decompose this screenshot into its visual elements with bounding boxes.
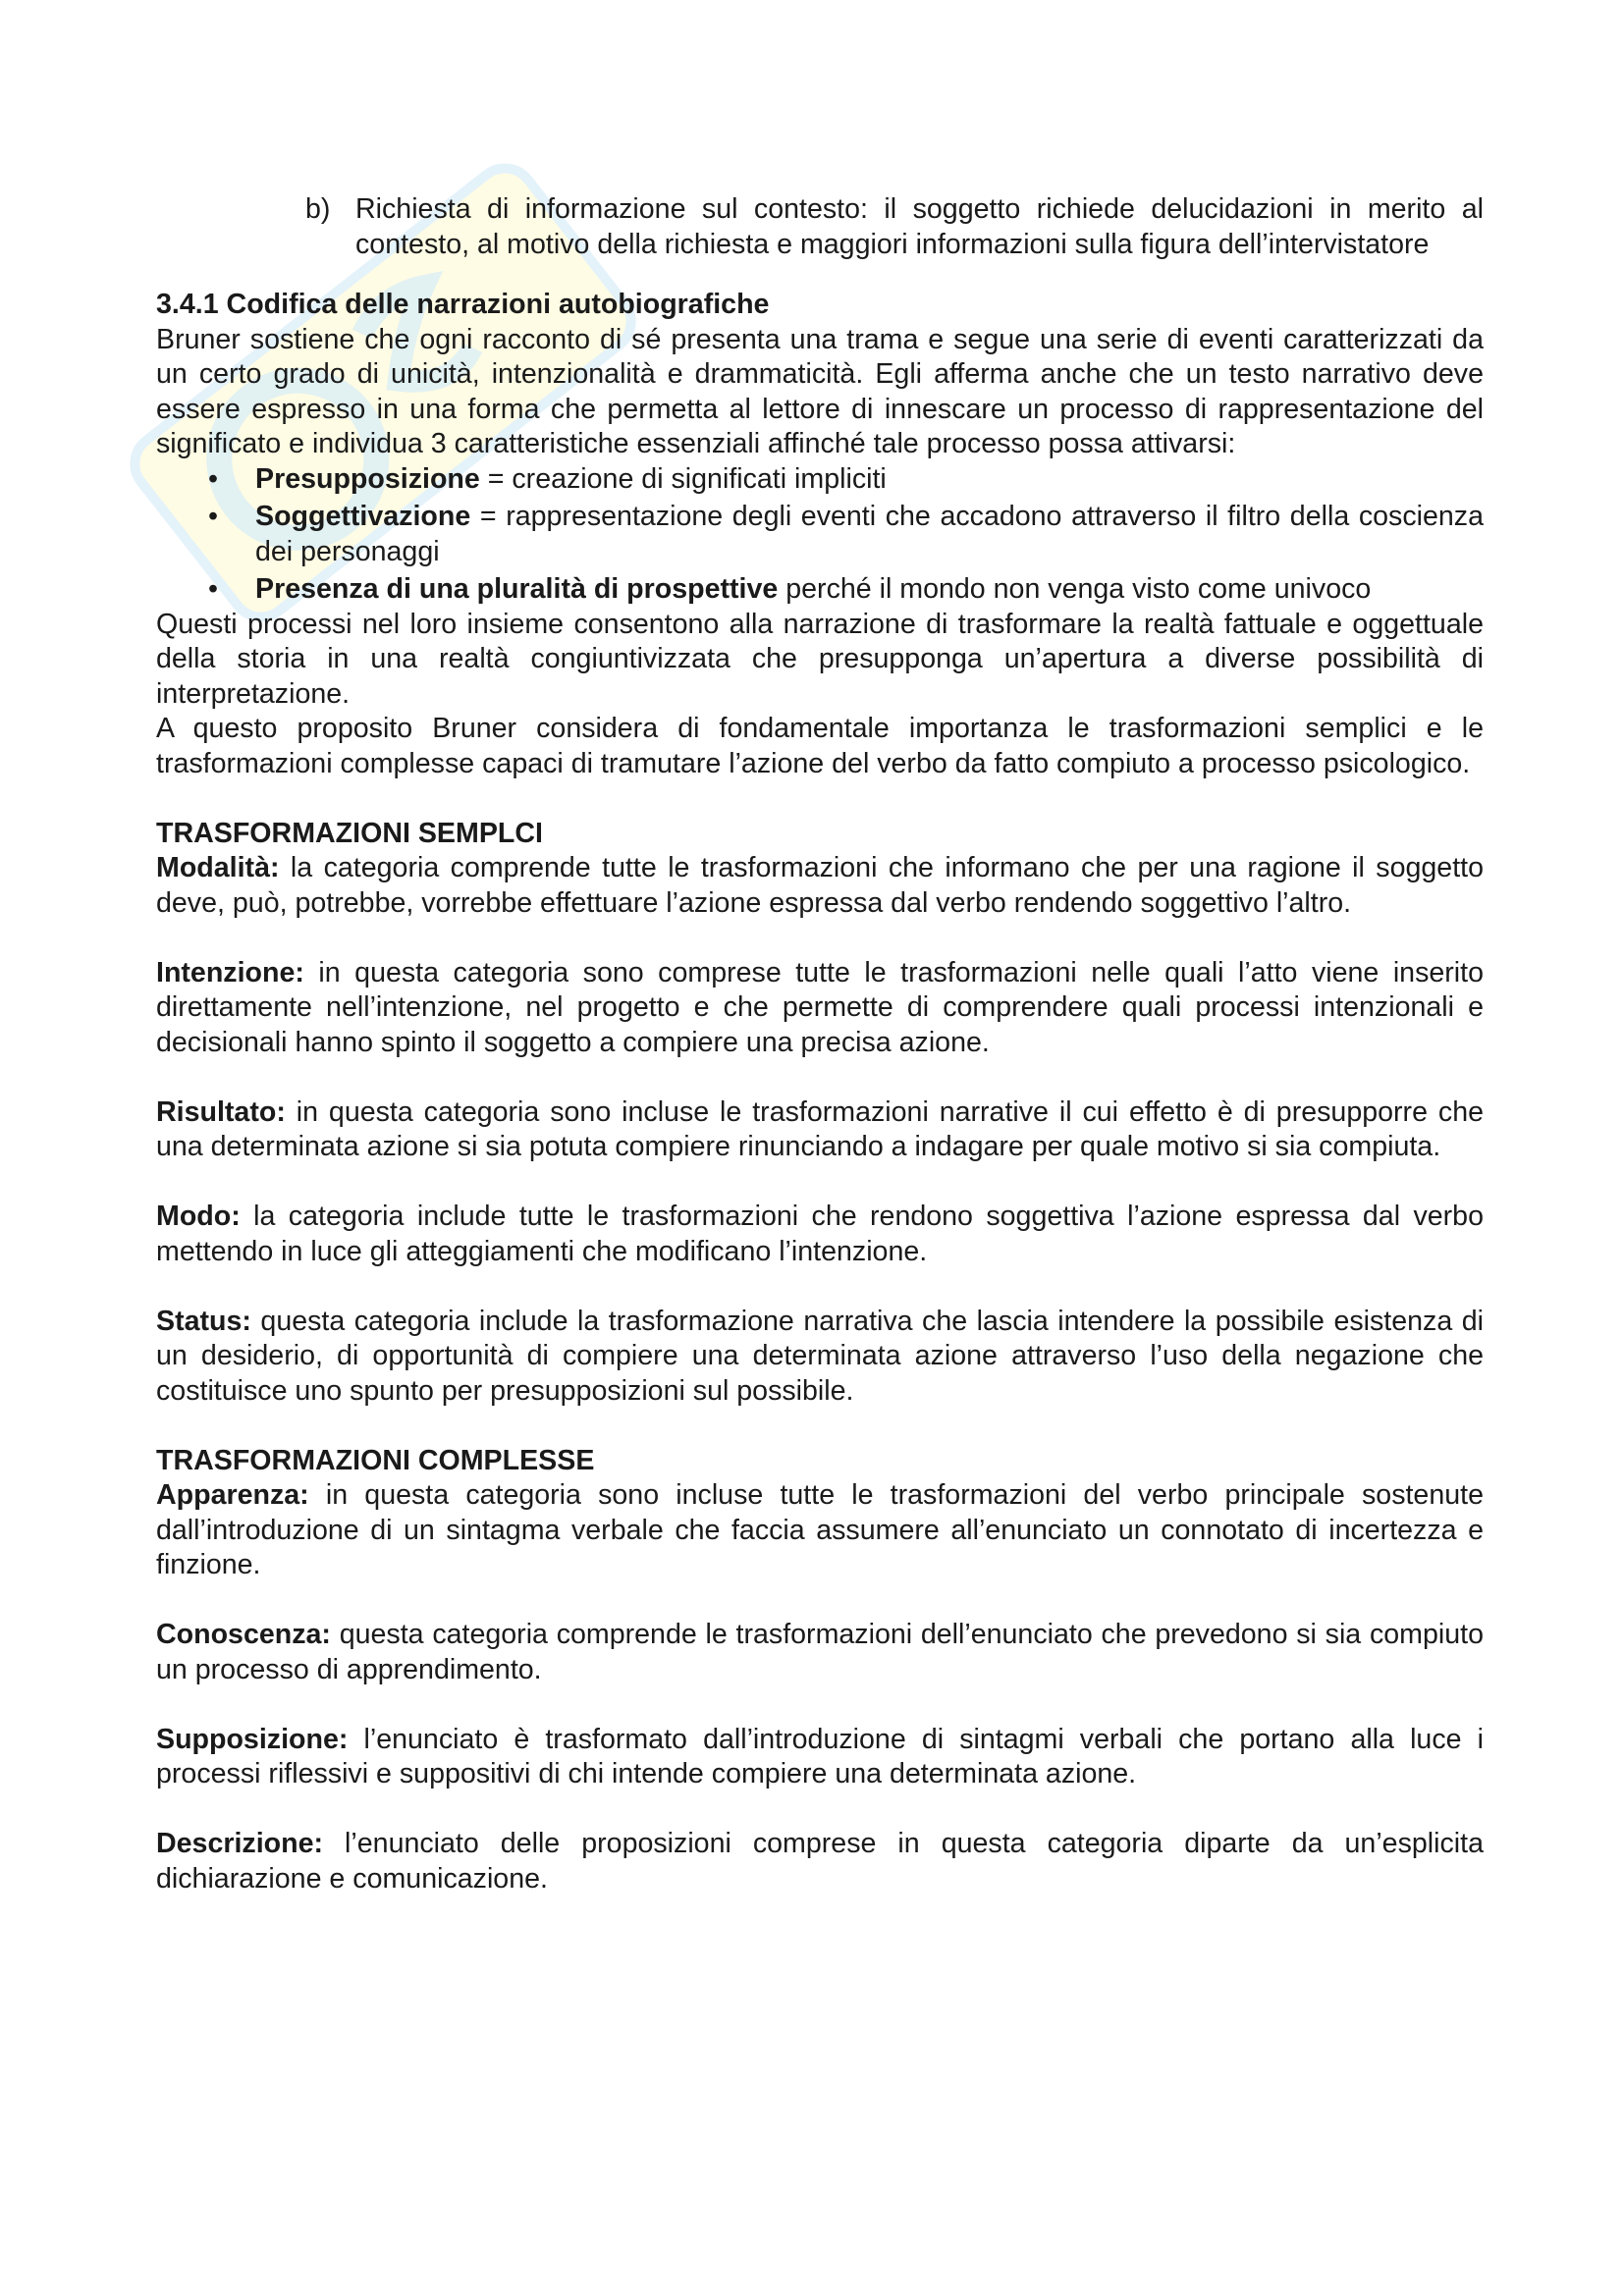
bullet-text: perché il mondo non venga visto come univoco [778, 573, 1372, 605]
definition-supposizione [156, 1723, 1484, 1792]
definition-text: in questa categoria sono comprese tutte le trasformazioni nelle quali l’atto viene inserito direttamente nell’intenzione, nel progetto e che permette di comprendere quali processi intenzionali e decisionali hanno spinto il soggetto a compiere una precisa azione. [156, 956, 1484, 1058]
list-item [156, 572, 1484, 608]
definition-term: Supposizione: [156, 1723, 349, 1755]
definition-risultato [156, 1095, 1484, 1165]
semplici-heading: TRASFORMAZIONI SEMPLCI [156, 817, 543, 849]
definition-term: Conoscenza: [156, 1619, 331, 1650]
characteristics-list [156, 462, 1484, 608]
definition-term: Status: [156, 1305, 251, 1337]
definition-term: Intenzione: [156, 956, 304, 988]
list-item [156, 500, 1484, 569]
bullet-text: = rappresentazione degli eventi che accadono attraverso il filtro della coscienza dei personaggi [255, 501, 1484, 567]
list-item-b-text: Richiesta di informazione sul contesto: il soggetto richiede delucidazioni in merito al contesto, al motivo della richiesta e maggiori informazioni sulla figura dell’intervistatore [355, 193, 1484, 260]
paragraph-2: Questi processi nel loro insieme consentono alla narrazione di trasformare la realtà fattuale e oggettuale della storia in una realtà congiuntivizzata che presupponga un’apertura a diverse possibilità di interpretazione. [156, 608, 1484, 710]
definition-conoscenza [156, 1618, 1484, 1687]
complesse-heading: TRASFORMAZIONI COMPLESSE [156, 1444, 595, 1476]
list-item [156, 462, 1484, 498]
list-marker-b: b) [305, 193, 331, 225]
definition-text: questa categoria comprende le trasformazioni dell’enunciato che prevedono si sia compiuto un processo di apprendimento. [156, 1619, 1484, 1685]
definition-text: questa categoria include la trasformazione narrativa che lascia intendere la possibile esistenza di un desiderio, di opportunità di compiere una determinata azione attraverso l’uso della negazione che costituisce uno spunto per presupposizioni sul possibile. [156, 1305, 1484, 1407]
definition-status [156, 1305, 1484, 1410]
definition-modalita [156, 851, 1484, 921]
intro-paragraph: Bruner sostiene che ogni racconto di sé presenta una trama e segue una serie di eventi caratterizzati da un certo grado di unicità, intenzionalità e drammaticità. Egli afferma anche che un testo narrativo deve essere espresso in una forma che permetta al lettore di innescare un processo di rappresentazione del significato e individua 3 caratteristiche essenziali affinché tale processo possa attivarsi: [156, 323, 1484, 459]
definition-term: Modo: [156, 1201, 241, 1232]
definition-text: la categoria comprende tutte le trasformazioni che informano che per una ragione il soggetto deve, può, potrebbe, vorrebbe effettuare l’azione espressa dal verbo rendendo soggettivo l’altro. [156, 852, 1484, 919]
definition-text: in questa categoria sono incluse le trasformazioni narrative il cui effetto è di presupporre che una determinata azione si sia potuta compiere rinunciando a indagare per quale motivo si sia compiuta. [156, 1095, 1484, 1162]
bullet-term: Presenza di una pluralità di prospettive [255, 573, 779, 605]
bullet-icon: • [208, 573, 219, 605]
definition-text: l’enunciato è trasformato dall’introduzione di sintagmi verbali che portano alla luce i processi riflessivi e suppositivi di chi intende compiere una determinata azione. [156, 1723, 1484, 1789]
definition-term: Risultato: [156, 1095, 286, 1128]
bullet-term: Presupposizione [255, 462, 480, 495]
paragraph-3: A questo proposito Bruner considera di fondamentale importanza le trasformazioni semplici e le trasformazioni complesse capaci di tramutare l’azione del verbo da fatto compiuto a processo psicologico. [156, 713, 1484, 779]
definition-text: in questa categoria sono incluse tutte le trasformazioni del verbo principale sostenute dall’introduzione di un sintagma verbale che faccia assumere all’enunciato un connotato di incertezza e finzione. [156, 1479, 1484, 1580]
document-page [156, 192, 1484, 1896]
definition-descrizione [156, 1827, 1484, 1896]
section-title: 3.4.1 Codifica delle narrazioni autobiografiche [156, 289, 770, 320]
definition-modo [156, 1200, 1484, 1269]
bullet-term: Soggettivazione [255, 501, 471, 532]
bullet-icon: • [208, 462, 219, 495]
definition-term: Apparenza: [156, 1479, 309, 1511]
definition-term: Modalità: [156, 852, 280, 883]
bullet-icon: • [208, 501, 219, 532]
bullet-text: = creazione di significati impliciti [479, 462, 887, 495]
definition-intenzione [156, 956, 1484, 1061]
list-item-b [156, 192, 1484, 262]
definition-term: Descrizione: [156, 1828, 324, 1859]
definition-text: l’enunciato delle proposizioni comprese in questa categoria diparte da un’esplicita dichiarazione e comunicazione. [156, 1828, 1484, 1895]
definition-text: la categoria include tutte le trasformazioni che rendono soggettiva l’azione espressa dal verbo mettendo in luce gli atteggiamenti che modificano l’intenzione. [156, 1201, 1484, 1267]
definition-apparenza [156, 1478, 1484, 1583]
